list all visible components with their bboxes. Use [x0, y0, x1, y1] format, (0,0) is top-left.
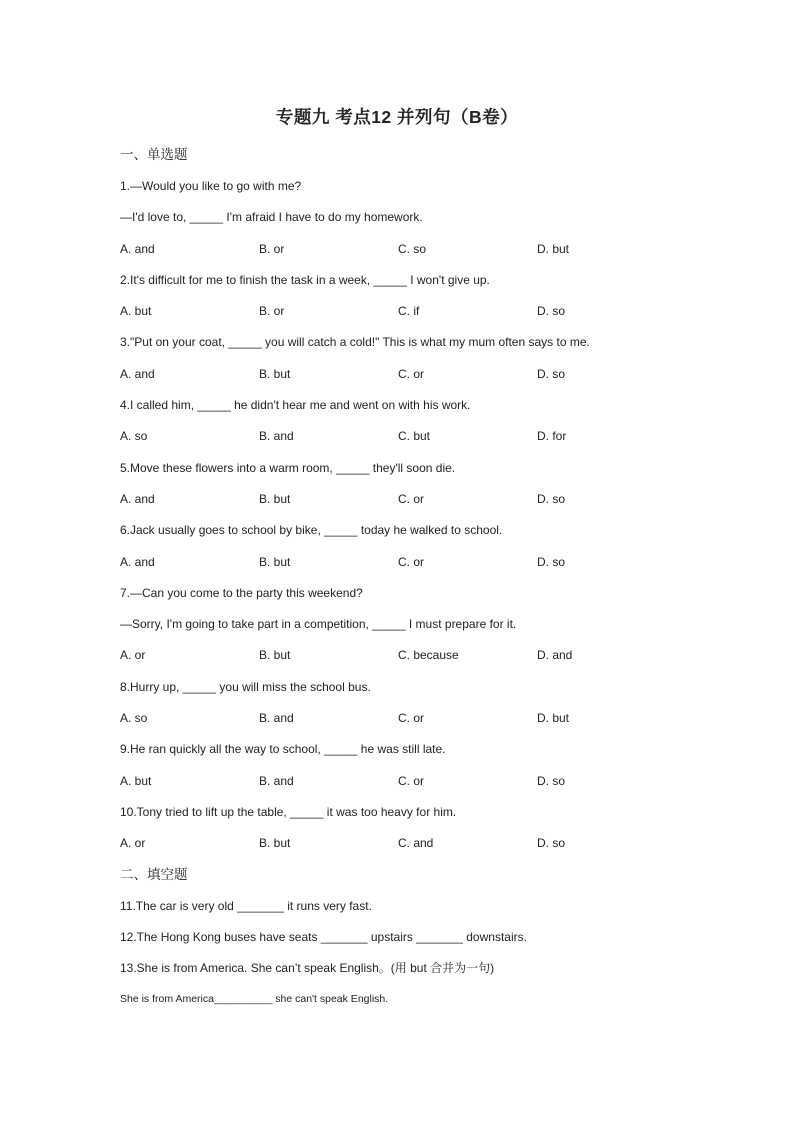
section-heading-single-choice: 一、单选题 [120, 147, 188, 162]
answer-option-a[interactable]: A. so [120, 711, 148, 726]
content [120, 146, 680, 1022]
answer-option-c[interactable]: C. so [398, 241, 427, 256]
answer-option-c[interactable]: C. or [398, 491, 425, 506]
question-stem: 1.—Would you like to go with me? [120, 179, 302, 193]
answer-option-b[interactable]: B. but [259, 836, 291, 851]
answer-option-b[interactable]: B. but [259, 554, 291, 569]
question-stem: 5.Move these flowers into a warm room, _____ they'll soon die. [120, 460, 456, 475]
question-stem: 4.I called him, _____ he didn't hear me and went on with his work. [120, 398, 471, 413]
question-stem: —I'd love to, _____ I'm afraid I have to do my homework. [120, 210, 423, 225]
answer-option-c[interactable]: C. because [398, 648, 459, 663]
answer-option-d[interactable]: D. but [537, 241, 570, 256]
answer-option-a[interactable]: A. and [120, 241, 155, 256]
page-title: 专题九 考点12 并列句（B卷） [275, 107, 519, 127]
answer-option-d[interactable]: D. for [537, 429, 567, 444]
answer-option-a[interactable]: A. and [120, 491, 155, 506]
answer-option-a[interactable]: A. or [120, 836, 146, 851]
fill-question-13: 13.She is from America. She can’t speak English。(用 but 合并为一句) [120, 961, 495, 976]
answer-options [120, 427, 680, 458]
answer-option-c[interactable]: C. or [398, 773, 425, 788]
answer-option-b[interactable]: B. and [259, 711, 294, 726]
answer-options [120, 772, 680, 803]
question-8 [120, 678, 680, 741]
question-6 [120, 521, 680, 584]
question-9 [120, 740, 680, 803]
answer-option-b[interactable]: B. and [259, 429, 294, 444]
section-heading-fill-blank: 二、填空题 [120, 866, 188, 882]
answer-options [120, 365, 680, 396]
answer-option-c[interactable]: C. if [398, 304, 420, 319]
question-5 [120, 459, 680, 522]
question-stem: 8.Hurry up, _____ you will miss the school bus. [120, 679, 371, 694]
question-stem: 6.Jack usually goes to school by bike, _____ today he walked to school. [120, 523, 503, 538]
question-1 [120, 177, 680, 271]
answer-option-b[interactable]: B. but [259, 366, 291, 381]
answer-options [120, 302, 680, 333]
answer-option-a[interactable]: A. and [120, 366, 155, 381]
answer-option-d[interactable]: D. but [537, 711, 570, 726]
fill-question-12: 12.The Hong Kong buses have seats _______ upstairs _______ downstairs. [120, 929, 527, 944]
answer-options [120, 834, 680, 865]
answer-option-a[interactable]: A. so [120, 429, 148, 444]
answer-option-d[interactable]: D. so [537, 366, 566, 381]
question-stem: 9.He ran quickly all the way to school, _____ he was still late. [120, 742, 446, 757]
question-10 [120, 803, 680, 866]
answer-option-d[interactable]: D. so [537, 304, 566, 319]
answer-option-d[interactable]: D. so [537, 773, 566, 788]
answer-option-a[interactable]: A. but [120, 773, 152, 788]
answer-option-b[interactable]: B. but [259, 648, 291, 663]
question-stem: 7.—Can you come to the party this weekend? [120, 585, 363, 600]
answer-option-c[interactable]: C. and [398, 836, 434, 851]
answer-option-a[interactable]: A. but [120, 304, 152, 319]
answer-option-d[interactable]: D. so [537, 554, 566, 569]
answer-option-d[interactable]: D. so [537, 836, 566, 851]
answer-option-b[interactable]: B. or [259, 304, 285, 319]
question-stem: 3."Put on your coat, _____ you will catch a cold!" This is what my mum often says to me. [120, 335, 590, 350]
answer-options [120, 240, 680, 271]
answer-option-a[interactable]: A. and [120, 554, 155, 569]
answer-option-c[interactable]: C. or [398, 554, 425, 569]
question-7 [120, 584, 680, 678]
question-stem: —Sorry, I'm going to take part in a competition, _____ I must prepare for it. [120, 617, 517, 632]
question-2 [120, 271, 680, 334]
fill-question-11: 11.The car is very old _______ it runs very fast. [120, 898, 372, 913]
question-3 [120, 333, 680, 396]
answer-option-c[interactable]: C. but [398, 429, 431, 444]
answer-option-a[interactable]: A. or [120, 648, 146, 663]
answer-option-c[interactable]: C. or [398, 711, 425, 726]
answer-option-c[interactable]: C. or [398, 366, 425, 381]
question-stem: 2.It's difficult for me to finish the task in a week, _____ I won't give up. [120, 272, 490, 287]
answer-option-d[interactable]: D. so [537, 491, 566, 506]
answer-option-d[interactable]: D. and [537, 648, 573, 663]
fill-answer-line: She is from America__________ she can't speak English. [120, 993, 389, 1006]
answer-option-b[interactable]: B. and [259, 773, 294, 788]
question-list [120, 177, 680, 866]
answer-option-b[interactable]: B. or [259, 241, 285, 256]
answer-options [120, 490, 680, 521]
question-stem: 10.Tony tried to lift up the table, _____ it was too heavy for him. [120, 804, 457, 819]
question-4 [120, 396, 680, 459]
answer-options [120, 646, 680, 677]
answer-options [120, 553, 680, 584]
answer-option-b[interactable]: B. but [259, 491, 291, 506]
answer-options [120, 709, 680, 740]
